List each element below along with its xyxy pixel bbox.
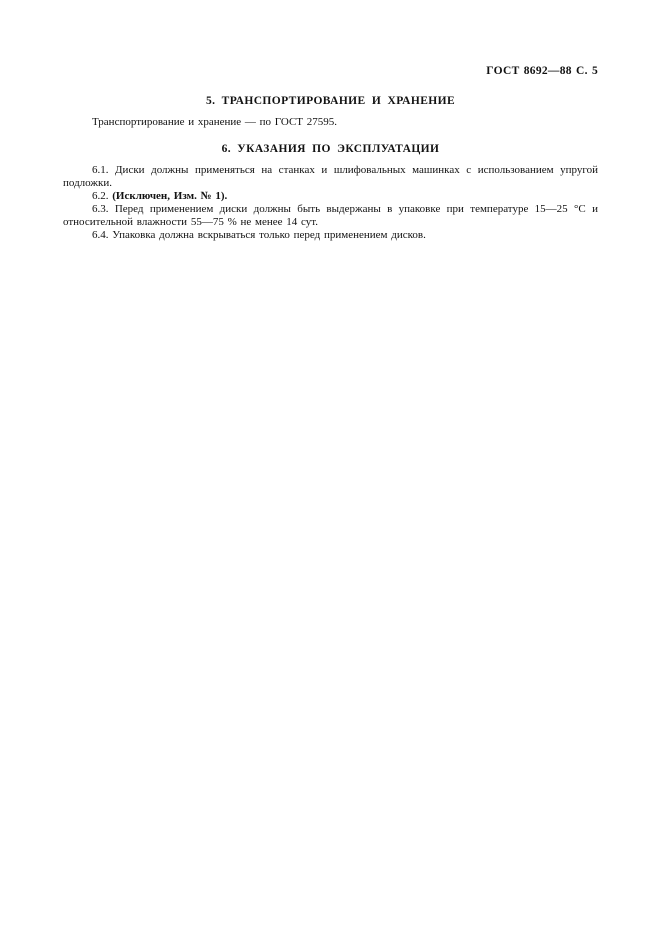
paragraph-6-3: 6.3. Перед применением диски должны быть выдержаны в упаковке при температуре 15—25 °С и относительной влажности 55—75 % не менее 14 сут. bbox=[63, 203, 598, 228]
paragraph-6-2-number: 6.2. bbox=[92, 190, 113, 202]
section-5-title: 5. ТРАНСПОРТИРОВАНИЕ И ХРАНЕНИЕ bbox=[205, 95, 456, 107]
paragraph-6-2 bbox=[63, 190, 598, 203]
paragraph-6-1: 6.1. Диски должны применяться на станках и шлифовальных машинках с использованием упругой подложки. bbox=[63, 164, 598, 189]
page-content bbox=[63, 0, 598, 242]
section-6-body bbox=[63, 164, 598, 242]
document-reference-header: ГОСТ 8692—88 С. 5 bbox=[486, 65, 598, 77]
section-6-title: 6. УКАЗАНИЯ ПО ЭКСПЛУАТАЦИИ bbox=[221, 143, 440, 155]
section-5-paragraph: Транспортирование и хранение — по ГОСТ 27595. bbox=[92, 116, 338, 128]
paragraph-6-4: 6.4. Упаковка должна вскрываться только перед применением дисков. bbox=[92, 229, 426, 241]
paragraph-6-2-amendment-note: (Исключен, Изм. № 1). bbox=[112, 190, 228, 202]
